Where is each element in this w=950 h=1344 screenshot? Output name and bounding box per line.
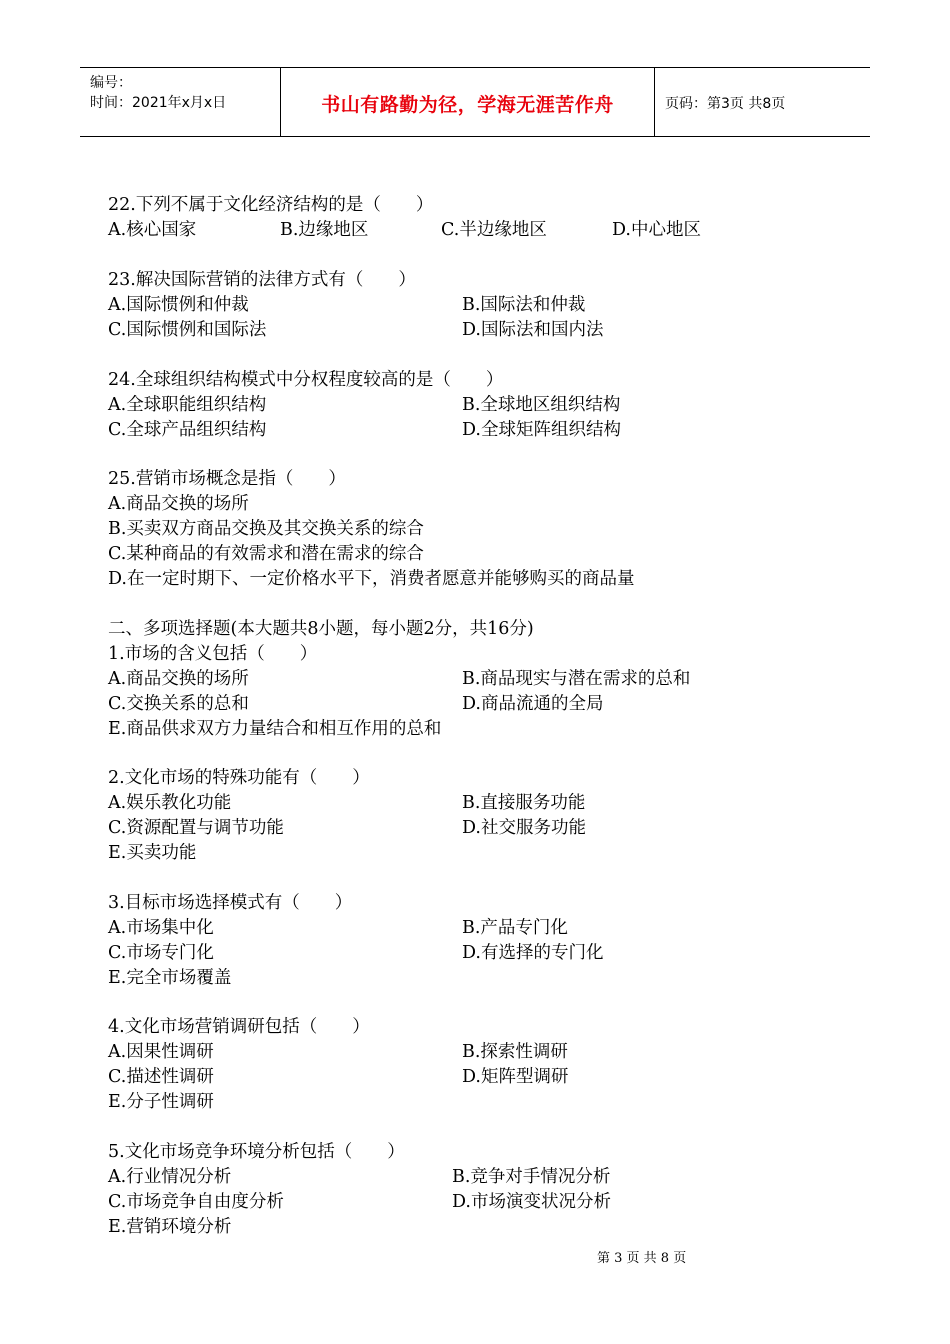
option: A.娱乐教化功能 (108, 793, 232, 813)
option: E.商品供求双方力量结合和相互作用的总和 (108, 719, 442, 739)
header-info-cell (80, 68, 281, 136)
option: C.市场竞争自由度分析 (108, 1192, 284, 1212)
option: B.买卖双方商品交换及其交换关系的综合 (108, 519, 424, 539)
option: D.全球矩阵组织结构 (462, 420, 621, 440)
question-stem: 23.解决国际营销的法律方式有（ ） (108, 270, 416, 290)
option: D.社交服务功能 (462, 818, 586, 838)
option: C.市场专门化 (108, 943, 214, 963)
option: C.全球产品组织结构 (108, 420, 267, 440)
option: A.国际惯例和仲裁 (108, 295, 249, 315)
motto: 书山有路勤为径，学海无涯苦作舟 (321, 94, 614, 116)
option: A.市场集中化 (108, 918, 214, 938)
option: E.分子性调研 (108, 1092, 214, 1112)
option: B.竞争对手情况分析 (452, 1167, 611, 1187)
serial-label: 编号： (90, 75, 132, 91)
option: D.有选择的专门化 (462, 943, 604, 963)
question-stem: 3.目标市场选择模式有（ ） (108, 893, 353, 913)
option: B.边缘地区 (280, 220, 369, 240)
option: E.营销环境分析 (108, 1217, 232, 1237)
option: D.矩阵型调研 (462, 1067, 569, 1087)
option: D.商品流通的全局 (462, 694, 604, 714)
question-stem: 22.下列不属于文化经济结构的是（ ） (108, 195, 434, 215)
question-stem: 5.文化市场竞争环境分析包括（ ） (108, 1142, 405, 1162)
section-title: 二、多项选择题(本大题共8小题，每小题2分，共16分) (108, 619, 534, 639)
option: C.某种商品的有效需求和潜在需求的综合 (108, 544, 424, 564)
question-stem: 25.营销市场概念是指（ ） (108, 469, 346, 489)
option: B.直接服务功能 (462, 793, 586, 813)
option: C.交换关系的总和 (108, 694, 249, 714)
option: A.核心国家 (108, 220, 197, 240)
header-motto-cell (281, 68, 655, 136)
option: C.国际惯例和国际法 (108, 320, 267, 340)
option: C.半边缘地区 (441, 220, 547, 240)
option: B.全球地区组织结构 (462, 395, 621, 415)
question-stem: 24.全球组织结构模式中分权程度较高的是（ ） (108, 370, 504, 390)
option: B.探索性调研 (462, 1042, 568, 1062)
option: B.商品现实与潜在需求的总和 (462, 669, 691, 689)
page-footer: 第 3 页 共 8 页 (597, 1251, 687, 1266)
option: C.描述性调研 (108, 1067, 214, 1087)
option: E.买卖功能 (108, 843, 197, 863)
option: A.商品交换的场所 (108, 669, 249, 689)
option: B.产品专门化 (462, 918, 568, 938)
option: D.市场演变状况分析 (452, 1192, 611, 1212)
question-stem: 1.市场的含义包括（ ） (108, 644, 318, 664)
page-label: 页码：第3页 共8页 (665, 96, 786, 112)
question-stem: 4.文化市场营销调研包括（ ） (108, 1017, 370, 1037)
option: A.商品交换的场所 (108, 494, 249, 514)
option: D.中心地区 (612, 220, 701, 240)
option: D.在一定时期下、一定价格水平下，消费者愿意并能够购买的商品量 (108, 569, 635, 589)
time-label: 时间：2021年x月x日 (90, 95, 227, 111)
question-stem: 2.文化市场的特殊功能有（ ） (108, 768, 370, 788)
option: E.完全市场覆盖 (108, 968, 232, 988)
option: A.全球职能组织结构 (108, 395, 267, 415)
option: B.国际法和仲裁 (462, 295, 586, 315)
option: A.因果性调研 (108, 1042, 214, 1062)
option: A.行业情况分析 (108, 1167, 232, 1187)
option: C.资源配置与调节功能 (108, 818, 284, 838)
page-header (80, 67, 870, 137)
header-page-cell (655, 68, 870, 136)
option: D.国际法和国内法 (462, 320, 604, 340)
